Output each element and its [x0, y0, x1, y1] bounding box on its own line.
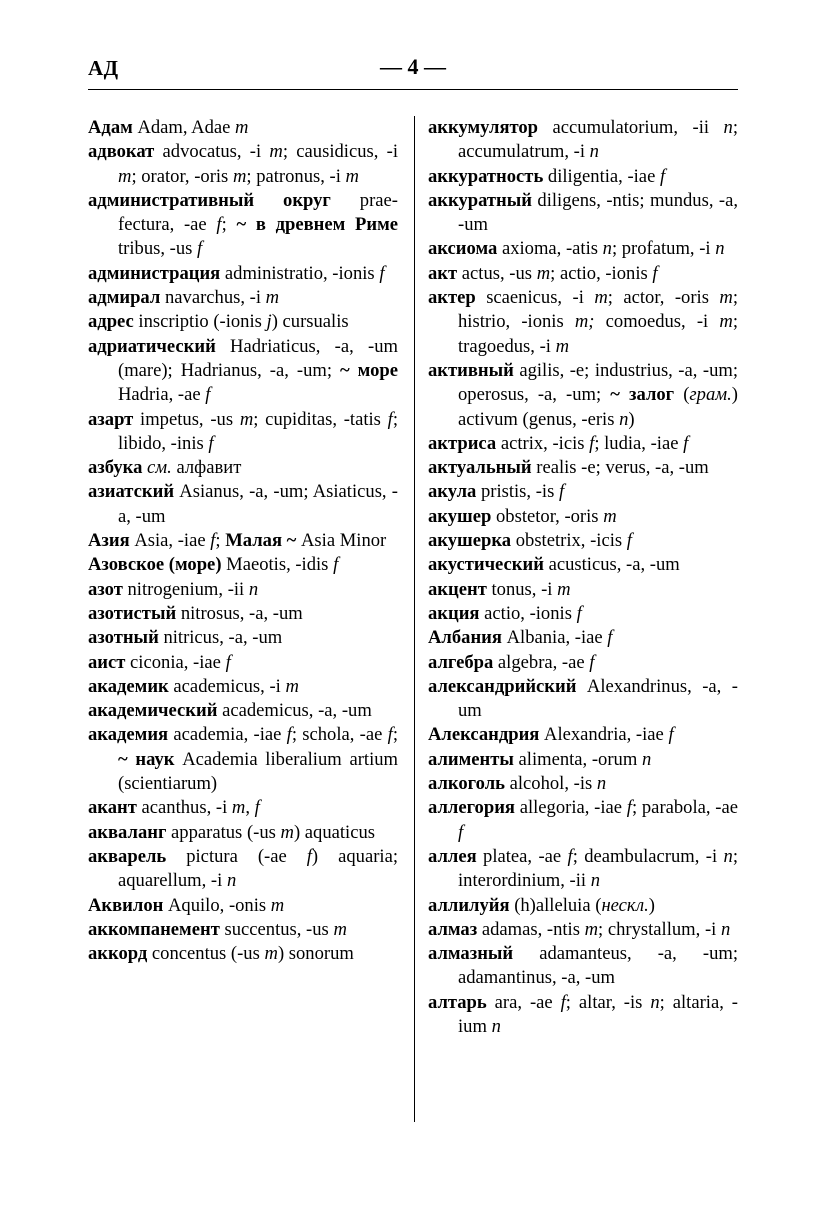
dictionary-entry: алмазный adamanteus, -a, -um; adamantinus, -a, -um: [428, 943, 738, 989]
dictionary-entry: актуальный realis -e; verus, -a, -um: [428, 457, 709, 479]
guide-word: АД: [88, 56, 119, 80]
dictionary-entry: акцент tonus, -i m: [428, 578, 571, 600]
dictionary-entry: азарт impetus, -us m; cupiditas, -tatis f; libido, -inis f: [88, 408, 398, 454]
dictionary-entry: акула pristis, -is f: [428, 481, 565, 503]
left-column: [88, 116, 398, 966]
dictionary-entry: азот nitrogenium, -ii n: [88, 578, 259, 600]
dictionary-entry: азотный nitricus, -a, -um: [88, 627, 283, 649]
page-header: [88, 54, 738, 88]
dictionary-entry: акваланг apparatus (-us m) aquaticus: [88, 821, 376, 843]
dictionary-entry: алкоголь alcohol, -is n: [428, 773, 607, 795]
dictionary-entry: академик academicus, -i m: [88, 675, 299, 697]
right-column: [428, 116, 738, 1039]
dictionary-entry: аккомпанемент succentus, -us m: [88, 918, 347, 940]
dictionary-entry: аккуратность diligentia, -iae f: [428, 165, 666, 187]
dictionary-entry: адрес inscriptio (-ionis j) cursualis: [88, 311, 349, 333]
dictionary-entry: Азия Asia, -iae f; Малая ~ Asia Minor: [88, 530, 387, 552]
header-rule: [88, 89, 738, 90]
dictionary-entry: аист ciconia, -iae f: [88, 651, 231, 673]
dictionary-entry: Александрия Alexandria, -iae f: [428, 724, 674, 746]
dictionary-entry: алименты alimenta, -orum n: [428, 748, 652, 770]
dictionary-entry: аллея platea, -ae f; deambulacrum, -i n; interordinium, -ii n: [428, 845, 738, 892]
dictionary-entry: алтарь ara, -ae f; altar, -is n; altaria, -ium n: [428, 991, 738, 1037]
dictionary-entry: азотистый nitrosus, -a, -um: [88, 602, 303, 624]
dictionary-entry: Аквилон Aquilo, -onis m: [88, 894, 285, 916]
dictionary-entry: аллегория allegoria, -iae f; parabola, -ae f: [428, 797, 738, 843]
dictionary-entry: акт actus, -us m; actio, -ionis f: [428, 262, 658, 284]
dictionary-entry: азиатский Asianus, -a, -um; Asiaticus, -a, -um: [88, 481, 398, 527]
column-divider: [414, 116, 415, 1122]
dictionary-entry: акушер obstetor, -oris m: [428, 505, 617, 527]
dictionary-entry: аккорд concentus (-us m) sonorum: [88, 943, 354, 965]
dictionary-entry: акушерка obstetrix, -icis f: [428, 530, 632, 552]
dictionary-entry: административный округ praefectura, -ae f; ~ в древнем Риме tribus, -us f: [88, 189, 398, 260]
dictionary-entry: Албания Albania, -iae f: [428, 627, 613, 649]
dictionary-entry: академический academicus, -a, -um: [88, 700, 372, 722]
dictionary-entry: аккумулятор accumulatorium, -ii n; accumulatrum, -i n: [428, 117, 738, 163]
dictionary-entry: Азовское (море) Maeotis, -idis f: [88, 554, 339, 576]
dictionary-entry: актер scaenicus, -i m; actor, -oris m; histrio, -ionis m; comoedus, -i m; tragoedus, -i m: [428, 287, 738, 357]
dictionary-entry: акварель pictura (-ae f) aquaria; aquarellum, -i n: [88, 845, 398, 892]
dictionary-entry: Адам Adam, Adae m: [88, 117, 249, 138]
dictionary-entry: алмаз adamas, -ntis m; chrystallum, -i n: [428, 918, 731, 940]
dictionary-entry: администрация administratio, -ionis f: [88, 262, 385, 284]
dictionary-entry: акант acanthus, -i m, f: [88, 797, 260, 819]
dictionary-entry: активный agilis, -e; industrius, -a, -um; operosus, -a, -um; ~ залог (грам.) activum (genus, -eris n): [428, 359, 738, 430]
dictionary-entry: аллилуйя (h)alleluia (нескл.): [428, 894, 655, 916]
dictionary-entry: азбука см. алфавит: [88, 457, 242, 479]
dictionary-entry: академия academia, -iae f; schola, -ae f; ~ наук Academia liberalium artium (scientiarum): [88, 724, 398, 795]
dictionary-entry: адвокат advocatus, -i m; causidicus, -i m; orator, -oris m; patronus, -i m: [88, 141, 398, 187]
dictionary-entry: аккуратный diligens, -ntis; mundus, -a, -um: [428, 189, 738, 236]
dictionary-entry: адмирал navarchus, -i m: [88, 287, 280, 309]
dictionary-entry: адриатический Hadriaticus, -a, -um (mare); Hadrianus, -a, -um; ~ море Hadria, -ae f: [88, 335, 398, 406]
page-number: — 4 —: [380, 54, 446, 79]
dictionary-entry: алгебра algebra, -ae f: [428, 651, 595, 673]
dictionary-entry: александрийский Alexandrinus, -a, -um: [428, 675, 738, 722]
dictionary-entry: акустический acusticus, -a, -um: [428, 554, 680, 576]
dictionary-entry: актриса actrix, -icis f; ludia, -iae f: [428, 432, 689, 454]
dictionary-entry: аксиома axioma, -atis n; profatum, -i n: [428, 238, 725, 260]
dictionary-entry: акция actio, -ionis f: [428, 602, 582, 624]
